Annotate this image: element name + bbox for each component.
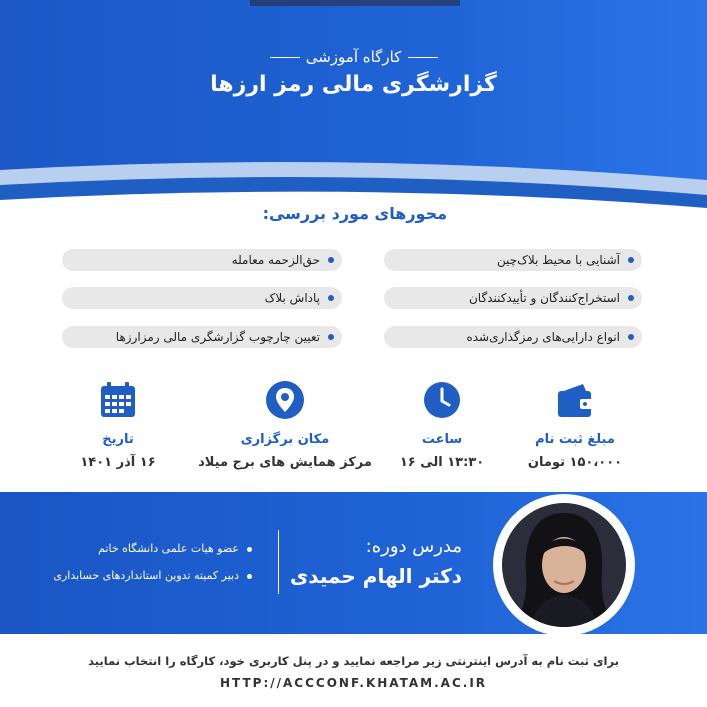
clock-icon [422,380,462,420]
topic-item: استخراج‌کنندگان و تأییدکنندگان [384,287,642,309]
topic-item: آشنایی با محیط بلاک‌چین [384,249,642,271]
venue-label: مکان برگزاری [240,432,330,447]
time-value: ۱۳:۳۰ الی ۱۶ [399,455,485,470]
registration-url[interactable]: HTTP://ACCCONF.KHATAM.AC.IR [219,676,488,690]
bullet-dot [628,334,634,340]
topic-item: پاداش بلاک [62,287,342,309]
vertical-divider [278,530,279,594]
wallet-icon [555,380,595,420]
workshop-subtitle: کارگاه آموزشی [305,48,402,66]
bullet-dot [628,257,634,263]
fee-label: مبلغ ثبت نام [535,432,615,447]
venue-value: مرکز همایش های برج میلاد [198,455,372,470]
header-banner [0,0,707,230]
instructor-role: عضو هیات علمی دانشگاه خاتم [98,542,252,555]
instructor-role: دبیر کمیته تدوین استانداردهای حسابداری [53,569,252,582]
instructor-label: مدرس دوره: [365,536,462,557]
topic-item: حق‌الزحمه معامله [62,249,342,271]
bullet-dot [628,295,634,301]
topic-item: انواع دارایی‌های رمزگذاری‌شده [384,326,642,348]
avatar [502,503,626,627]
registration-note: برای ثبت نام به آدرس اینترنتی زیر مراجعه نمایید و در پنل کاربری خود، کارگاه را انتخاب نمایید [88,654,619,668]
fee-value: ۱۵۰،۰۰۰ تومان [527,455,623,470]
topic-item: تعیین چارچوب گزارشگری مالی رمزارزها [62,326,342,348]
bullet-dot [328,295,334,301]
date-value: ۱۶ آذر ۱۴۰۱ [80,455,156,470]
bullet-dot [328,257,334,263]
topics-heading: محورهای مورد بررسی: [262,204,447,223]
date-label: تاریخ [102,432,134,447]
bullet-dot [247,547,252,552]
instructor-name: دکتر الهام حمیدی [289,564,462,588]
page-title: گزارشگری مالی رمز ارزها [210,72,497,97]
location-pin-icon [265,380,305,420]
bullet-dot [247,574,252,579]
time-label: ساعت [421,432,463,447]
calendar-icon [98,380,138,420]
bullet-dot [328,334,334,340]
